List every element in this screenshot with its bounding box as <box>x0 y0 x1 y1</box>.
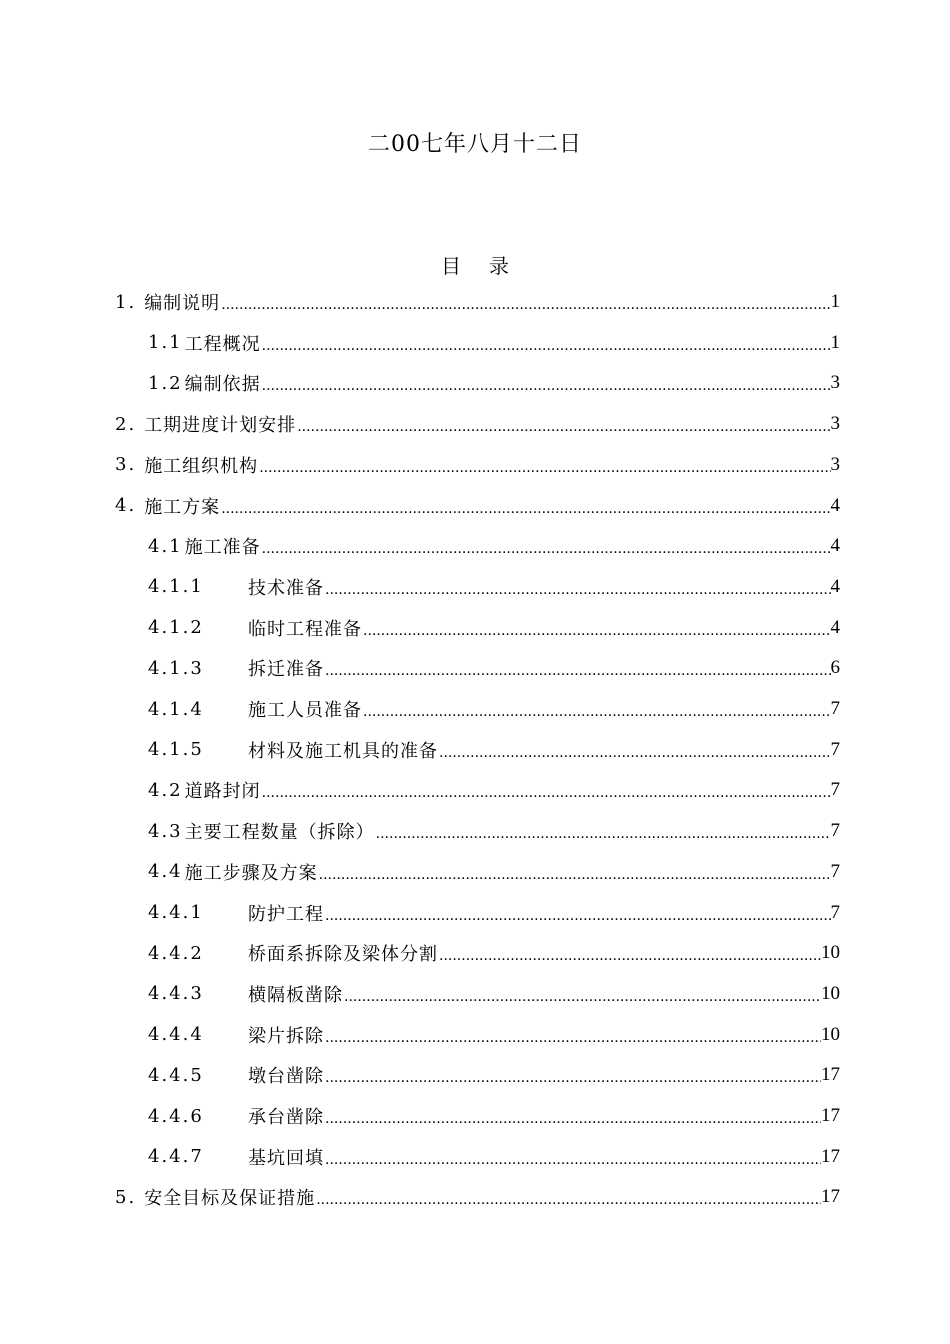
toc-entry-page: 3 <box>830 372 840 394</box>
toc-leader-dots <box>324 1111 821 1127</box>
toc-entry-title: 墩台凿除 <box>248 1066 324 1088</box>
toc-entry-number: 5. <box>115 1186 137 1208</box>
toc-entry[interactable] <box>148 567 840 607</box>
toc-entry[interactable] <box>148 933 840 973</box>
toc-leader-dots <box>343 989 821 1005</box>
toc-leader-dots <box>438 745 831 761</box>
toc-entry-page: 10 <box>821 1023 840 1045</box>
toc-entry-title: 横隔板凿除 <box>248 984 343 1006</box>
toc-entry-number: 1.1 <box>148 332 183 354</box>
toc-leader-dots <box>220 501 830 517</box>
toc-entry-page: 17 <box>821 1064 840 1086</box>
toc-entry-page: 7 <box>830 860 840 882</box>
toc-entry-number: 4.1.2 <box>148 617 204 639</box>
toc-entry-title: 道路封闭 <box>184 781 261 803</box>
toc-leader-dots <box>324 1152 821 1168</box>
toc-entry-number: 4.3 <box>148 820 183 842</box>
toc-entry-title: 桥面系拆除及梁体分割 <box>248 944 438 966</box>
toc-entry[interactable] <box>148 730 840 770</box>
toc-entry-number: 4.1.1 <box>148 576 204 598</box>
toc-entry-title: 安全目标及保证措施 <box>144 1188 316 1210</box>
toc-entry-number: 4.1 <box>148 535 183 557</box>
toc-entry-number: 4.1.5 <box>148 739 204 761</box>
toc-entry-page: 17 <box>821 1145 840 1167</box>
document-date: 二00七年八月十二日 <box>368 132 582 157</box>
toc-entry-title: 材料及施工机具的准备 <box>248 740 438 762</box>
toc-entry[interactable] <box>148 770 840 810</box>
toc-leader-dots <box>324 1030 821 1046</box>
toc-entry-number: 4.1.3 <box>148 657 204 679</box>
toc-leader-dots <box>324 582 831 598</box>
toc-entry-page: 4 <box>830 616 840 638</box>
toc-entry-title: 技术准备 <box>248 577 324 599</box>
toc-entry-title: 梁片拆除 <box>248 1025 324 1047</box>
toc-entry-title: 施工人员准备 <box>248 700 362 721</box>
toc-entry-number: 2. <box>115 413 137 435</box>
toc-entry-number: 4.2 <box>148 779 183 801</box>
toc-heading: 目录 <box>441 254 537 278</box>
toc-entry-title: 工程概况 <box>184 333 261 355</box>
toc-entry[interactable] <box>148 526 840 566</box>
toc-entry-number: 4.4 <box>148 861 183 883</box>
toc-leader-dots <box>324 908 831 924</box>
toc-entry-title: 承台凿除 <box>248 1107 324 1128</box>
toc-entry-title: 工期进度计划安排 <box>144 415 297 437</box>
toc-entry[interactable] <box>148 1015 840 1055</box>
toc-entry[interactable] <box>148 852 840 892</box>
toc-entry-title: 编制说明 <box>144 293 221 314</box>
toc-entry-page: 10 <box>821 982 840 1004</box>
toc-entry-title: 基坑回填 <box>248 1147 324 1169</box>
toc-leader-dots <box>220 297 830 313</box>
toc-entry-page: 4 <box>830 535 840 557</box>
toc-entry-page: 4 <box>830 494 840 516</box>
toc-entry-number: 4.4.7 <box>148 1146 204 1168</box>
toc-leader-dots <box>324 1070 821 1086</box>
toc-entry-number: 3. <box>115 454 137 476</box>
toc-entry-page: 1 <box>830 331 840 353</box>
toc-entry[interactable] <box>115 445 840 485</box>
toc-entry-number: 4.4.4 <box>148 1024 204 1046</box>
toc-entry-title: 编制依据 <box>184 374 261 396</box>
toc-leader-dots <box>261 378 831 394</box>
toc-entry-page: 3 <box>830 453 840 475</box>
toc-entry-page: 7 <box>830 698 840 719</box>
toc-entry[interactable] <box>148 689 840 729</box>
toc-entry-number: 4. <box>115 495 137 516</box>
toc-entry[interactable] <box>148 893 840 933</box>
toc-entry-page: 17 <box>821 1186 840 1208</box>
toc-entry[interactable] <box>148 974 840 1014</box>
toc-entry-page: 7 <box>830 820 840 842</box>
toc-leader-dots <box>438 948 821 964</box>
toc-leader-dots <box>375 826 831 842</box>
toc-entry-title: 施工准备 <box>184 537 261 559</box>
toc-entry-page: 3 <box>830 413 840 435</box>
toc-entry[interactable] <box>148 1055 840 1095</box>
toc-entry-number: 1. <box>115 291 137 313</box>
toc-entry-page: 1 <box>830 291 840 312</box>
toc-entry-number: 4.4.6 <box>148 1105 204 1127</box>
toc-entry-title: 施工方案 <box>144 496 221 518</box>
toc-entry-page: 6 <box>830 657 840 679</box>
toc-entry[interactable] <box>148 1096 840 1136</box>
toc-entry[interactable] <box>115 404 840 444</box>
toc-entry-page: 7 <box>830 779 840 801</box>
toc-entry-page: 17 <box>821 1105 840 1126</box>
toc-entry-title: 施工步骤及方案 <box>184 862 318 884</box>
toc-entry[interactable] <box>148 608 840 648</box>
toc-leader-dots <box>318 867 831 883</box>
toc-entry-page: 7 <box>830 901 840 923</box>
toc-entry[interactable] <box>148 323 840 363</box>
toc-entry-title: 施工组织机构 <box>144 455 259 477</box>
toc-leader-dots <box>362 704 831 720</box>
toc-entry-number: 1.2 <box>148 372 183 394</box>
toc-leader-dots <box>362 623 831 639</box>
toc-entry-title: 拆迁准备 <box>248 659 324 681</box>
toc-entry-number: 4.4.5 <box>148 1064 204 1086</box>
toc-leader-dots <box>258 460 830 476</box>
toc-entry[interactable] <box>148 648 840 688</box>
toc-entry-page: 4 <box>830 575 840 597</box>
toc-entry-title: 临时工程准备 <box>248 618 362 640</box>
toc-entry-title: 主要工程数量（拆除） <box>184 822 375 844</box>
toc-leader-dots <box>324 663 831 679</box>
toc-leader-dots <box>261 338 831 354</box>
toc-entry[interactable] <box>148 811 840 851</box>
toc-leader-dots <box>261 785 831 801</box>
toc-entry[interactable] <box>148 363 840 403</box>
toc-entry-page: 7 <box>830 738 840 760</box>
toc-entry[interactable] <box>115 486 840 526</box>
toc-entry[interactable] <box>115 282 840 322</box>
toc-entry-title: 防护工程 <box>248 903 324 925</box>
toc-entry-number: 4.1.4 <box>148 698 204 720</box>
toc-entry-number: 4.4.2 <box>148 942 204 964</box>
toc-entry-number: 4.4.3 <box>148 983 204 1005</box>
toc-leader-dots <box>261 541 831 557</box>
toc-leader-dots <box>315 1192 821 1208</box>
toc-entry[interactable] <box>148 1137 840 1177</box>
toc-entry-page: 10 <box>821 942 840 964</box>
toc-leader-dots <box>296 419 830 435</box>
toc-entry-number: 4.4.1 <box>148 902 204 923</box>
toc-entry[interactable] <box>115 1177 840 1217</box>
